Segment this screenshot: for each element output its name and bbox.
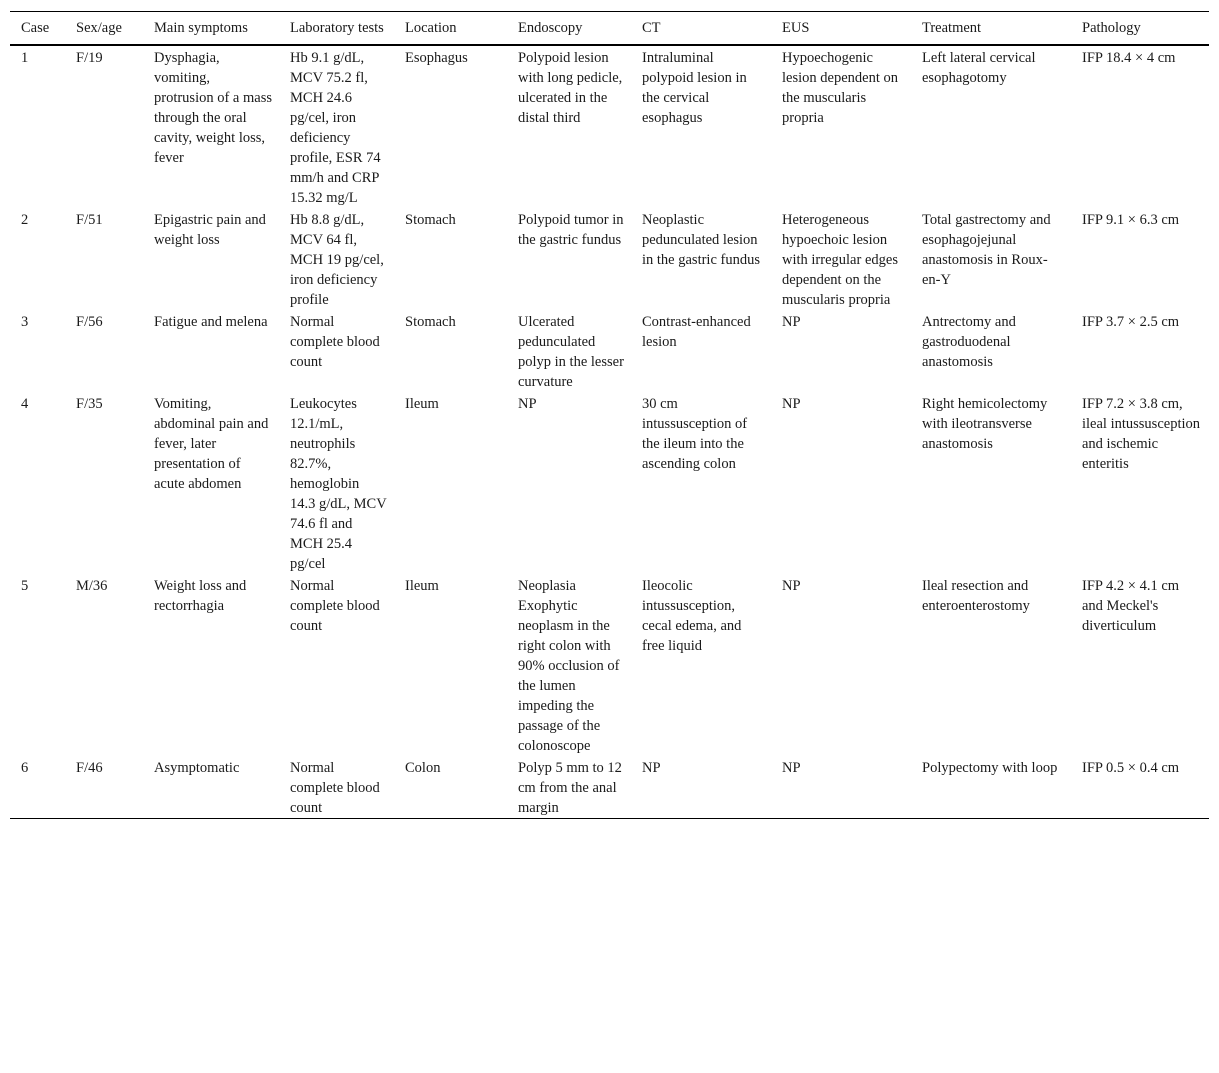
cell-treatment: Left lateral cervical esophagotomy [922, 50, 1036, 86]
cell-symptoms: Epigastric pain and weight loss [154, 212, 266, 248]
table-row [10, 45, 1209, 209]
cell-location: Stomach [405, 212, 456, 228]
cell-symptoms: Weight loss and rectorrhagia [154, 578, 247, 614]
cell-case: 6 [10, 757, 65, 819]
cell-ct: Neoplastic pedunculated lesion in the gastric fundus [642, 212, 760, 268]
cell-location: Ileum [405, 578, 439, 594]
cell-ct: Contrast-enhanced lesion [642, 314, 751, 350]
table-header [10, 12, 1209, 46]
cell-case: 1 [21, 50, 29, 66]
cell-location: Ileum [405, 396, 439, 412]
cell-eus: Hypoechogenic lesion dependent on the muscularis propria [782, 50, 898, 126]
cell-lab: Hb 8.8 g/dL, MCV 64 fl, MCH 19 pg/cel, iron deficiency profile [290, 212, 384, 308]
cell-symptoms: Dysphagia, vomiting, protrusion of a mass through the oral cavity, weight loss, fever [154, 50, 272, 166]
cell-ct: Ileocolic intussusception, cecal edema, and free liquid [642, 578, 742, 654]
cell-sex-age: F/51 [76, 212, 103, 228]
cell-endoscopy: NP [518, 396, 537, 412]
cell-endoscopy: Polyp 5 mm to 12 cm from the anal margin [507, 757, 631, 819]
cell-case: 4 [21, 396, 29, 412]
table-row [10, 311, 1209, 393]
cell-symptoms: Asymptomatic [143, 757, 279, 819]
cell-endoscopy: Neoplasia Exophytic neoplasm in the right colon with 90% occlusion of the lumen impeding the passage of the colonoscope [518, 578, 620, 754]
cell-eus: Heterogeneous hypoechoic lesion with irregular edges dependent on the muscularis propria [782, 212, 898, 308]
cell-sex-age: F/56 [76, 314, 103, 330]
table-row [10, 209, 1209, 311]
cell-ct: Intraluminal polypoid lesion in the cervical esophagus [642, 50, 747, 126]
cell-treatment: Antrectomy and gastroduodenal anastomosis [922, 314, 1016, 370]
cell-eus: NP [782, 396, 801, 412]
table-row [10, 575, 1209, 757]
cell-sex-age: F/46 [65, 757, 143, 819]
cell-eus: NP [771, 757, 911, 819]
cell-treatment: Right hemicolectomy with ileotransverse anastomosis [922, 396, 1048, 452]
cell-endoscopy: Ulcerated pedunculated polyp in the lesser curvature [518, 314, 624, 390]
cell-case: 2 [21, 212, 29, 228]
cell-lab: Normal complete blood count [279, 757, 394, 819]
header-location: Location [394, 12, 507, 46]
header-pathology: Pathology [1071, 12, 1209, 46]
header-endoscopy: Endoscopy [507, 12, 631, 46]
header-laboratory-tests: Laboratory tests [279, 12, 394, 46]
cell-location: Esophagus [405, 50, 468, 66]
cell-endoscopy: Polypoid tumor in the gastric fundus [518, 212, 624, 248]
cell-pathology: IFP 7.2 × 3.8 cm, ileal intussusception and ischemic enteritis [1082, 396, 1200, 472]
cell-case: 5 [21, 578, 29, 594]
cell-symptoms: Fatigue and melena [154, 314, 268, 330]
table-row [10, 757, 1209, 819]
cell-endoscopy: Polypoid lesion with long pedicle, ulcerated in the distal third [518, 50, 623, 126]
cell-symptoms: Vomiting, abdominal pain and fever, later presentation of acute abdomen [154, 396, 269, 492]
cell-location: Stomach [405, 314, 456, 330]
cell-lab: Hb 9.1 g/dL, MCV 75.2 fl, MCH 24.6 pg/cel, iron deficiency profile, ESR 74 mm/h and CRP 15.32 mg/L [290, 50, 381, 206]
case-table [10, 11, 1209, 819]
cell-lab: Normal complete blood count [290, 578, 380, 634]
header-treatment: Treatment [911, 12, 1071, 46]
header-case: Case [10, 12, 65, 46]
cell-ct: NP [631, 757, 771, 819]
cell-lab: Normal complete blood count [290, 314, 380, 370]
cell-pathology: IFP 0.5 × 0.4 cm [1071, 757, 1209, 819]
header-main-symptoms: Main symptoms [143, 12, 279, 46]
header-ct: CT [631, 12, 771, 46]
cell-treatment: Ileal resection and enteroenterostomy [922, 578, 1030, 614]
table-body [10, 45, 1209, 819]
cell-sex-age: F/35 [76, 396, 103, 412]
cell-treatment: Total gastrectomy and esophagojejunal anastomosis in Roux-en-Y [922, 212, 1051, 288]
cell-location: Colon [394, 757, 507, 819]
header-eus: EUS [771, 12, 911, 46]
cell-ct: 30 cm intussusception of the ileum into the ascending colon [642, 396, 748, 472]
cell-sex-age: F/19 [76, 50, 103, 66]
header-sex-age: Sex/age [65, 12, 143, 46]
cell-case: 3 [21, 314, 29, 330]
cell-sex-age: M/36 [76, 578, 108, 594]
cell-treatment: Polypectomy with loop [911, 757, 1071, 819]
cell-lab: Leukocytes 12.1/mL, neutrophils 82.7%, hemoglobin 14.3 g/dL, MCV 74.6 fl and MCH 25.4 pg/cel [290, 396, 387, 572]
table-row [10, 393, 1209, 575]
cell-eus: NP [782, 314, 801, 330]
cell-eus: NP [782, 578, 801, 594]
cell-pathology: IFP 18.4 × 4 cm [1082, 50, 1176, 66]
header-row [10, 12, 1209, 46]
cell-pathology: IFP 9.1 × 6.3 cm [1082, 212, 1180, 228]
cell-pathology: IFP 4.2 × 4.1 cm and Meckel's diverticulum [1082, 578, 1180, 634]
cell-pathology: IFP 3.7 × 2.5 cm [1082, 314, 1180, 330]
